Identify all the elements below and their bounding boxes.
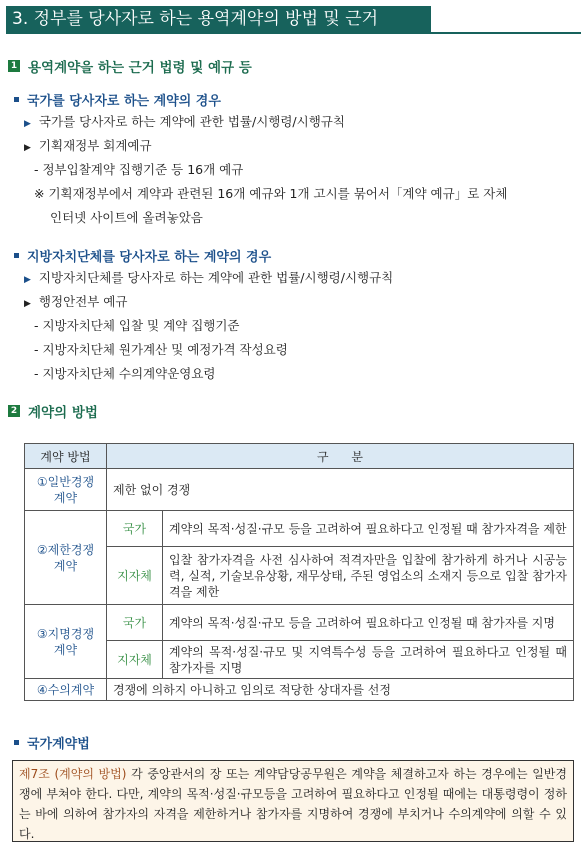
description-cell: 계약의 목적·성질·규모 등을 고려하여 필요하다고 인정될 때 참가자를 지명 <box>163 605 574 641</box>
sub-label-cell: 국가 <box>107 511 163 547</box>
dash-item: - 지방자치단체 수의계약운영요령 <box>34 366 216 381</box>
list-item-text: 행정안전부 예규 <box>38 294 128 309</box>
list-item <box>24 292 127 310</box>
square-bullet-icon <box>14 253 19 258</box>
table-row <box>25 469 574 511</box>
triangle-bullet-icon: ▶ <box>24 143 31 153</box>
section-1-title: 용역계약을 하는 근거 법령 및 예규 등 <box>28 60 252 76</box>
triangle-bullet-icon: ▶ <box>24 119 31 129</box>
sub-label-cell: 지자체 <box>107 547 163 605</box>
dash-item: - 지방자치단체 입찰 및 계약 집행기준 <box>34 318 240 333</box>
article-body: 각 중앙관서의 장 또는 계약담당공무원은 계약을 체결하고자 하는 경우에는 일반경쟁에 부쳐야 한다. 다만, 계약의 목적·성질·규모등을 고려하여 필요하다고 인정될 때에는 대통령령이 정하는 바에 의하여 참가자의 자격을 제한하거나 참가자를 지명하여 경쟁에 부치거나 수의계약에 의할 수 있다. <box>19 767 567 841</box>
method-cell: ③지명경쟁 계약 <box>25 605 107 679</box>
table-row <box>25 547 574 605</box>
description-cell: 경쟁에 의하지 아니하고 임의로 적당한 상대자를 선정 <box>107 679 574 701</box>
table-header-cell: 구 분 <box>107 444 574 469</box>
table-row <box>25 605 574 641</box>
table-row <box>25 641 574 679</box>
description-cell: 제한 없이 경쟁 <box>107 469 574 511</box>
sub-label-cell: 지자체 <box>107 641 163 679</box>
state-contract-heading-text: 국가를 당사자로 하는 계약의 경우 <box>27 94 221 109</box>
list-item <box>24 136 152 154</box>
page-title: 3. 정부를 당사자로 하는 용역계약의 방법 및 근거 <box>6 6 431 32</box>
local-contract-heading-text: 지방자치단체를 당사자로 하는 계약의 경우 <box>27 250 272 265</box>
state-contract-heading <box>14 90 221 109</box>
section-2-title: 계약의 방법 <box>28 405 98 421</box>
method-cell: ④수의계약 <box>25 679 107 701</box>
triangle-bullet-icon: ▶ <box>24 275 31 285</box>
dash-item: - 정부입찰계약 집행기준 등 16개 예규 <box>34 162 244 177</box>
square-bullet-icon <box>14 97 19 102</box>
triangle-bullet-icon: ▶ <box>24 299 31 309</box>
list-item <box>24 268 393 286</box>
sub-label-cell: 국가 <box>107 605 163 641</box>
article-title: 제7조 (계약의 방법) <box>19 767 127 781</box>
law-article-box <box>12 760 574 842</box>
dash-item: - 지방자치단체 원가계산 및 예정가격 작성요령 <box>34 342 288 357</box>
note-line-1: ※ 기획재정부에서 계약과 관련된 16개 예규와 1개 고시를 묶어서「계약 예규」로 자체 <box>34 186 508 201</box>
section-1-number: 1 <box>8 60 20 72</box>
note-line-2: 인터넷 사이트에 올려놓았음 <box>50 210 203 225</box>
table-header-row <box>25 444 574 469</box>
contract-methods-table <box>24 443 574 701</box>
section-2-heading <box>8 401 98 421</box>
national-contract-act-heading-text: 국가계약법 <box>27 737 90 752</box>
list-item-text: 지방자치단체를 당사자로 하는 계약에 관한 법률/시행령/시행규칙 <box>38 270 394 285</box>
list-item-text: 기획재정부 회계예규 <box>38 138 152 153</box>
local-contract-heading <box>14 246 271 265</box>
list-item <box>24 112 345 130</box>
table-header-cell: 계약 방법 <box>25 444 107 469</box>
method-cell: ②제한경쟁 계약 <box>25 511 107 605</box>
section-2-number: 2 <box>8 405 20 417</box>
square-bullet-icon <box>14 740 19 745</box>
table-row <box>25 679 574 701</box>
description-cell: 계약의 목적·성질·규모 등을 고려하여 필요하다고 인정될 때 참가자격을 제한 <box>163 511 574 547</box>
national-contract-act-heading <box>14 733 90 752</box>
table-row <box>25 511 574 547</box>
list-item-text: 국가를 당사자로 하는 계약에 관한 법률/시행령/시행규칙 <box>38 114 345 129</box>
method-cell: ①일반경쟁 계약 <box>25 469 107 511</box>
section-1-heading <box>8 56 252 76</box>
title-underline <box>6 32 581 34</box>
description-cell: 계약의 목적·성질·규모 및 지역특수성 등을 고려하여 필요하다고 인정될 때 참가자를 지명 <box>163 641 574 679</box>
description-cell: 입찰 참가자격을 사전 심사하여 적격자만을 입찰에 참가하게 하거나 시공능력, 실적, 기술보유상황, 재무상태, 주된 영업소의 소재지 등으로 입찰 참가자격을 제한 <box>163 547 574 605</box>
